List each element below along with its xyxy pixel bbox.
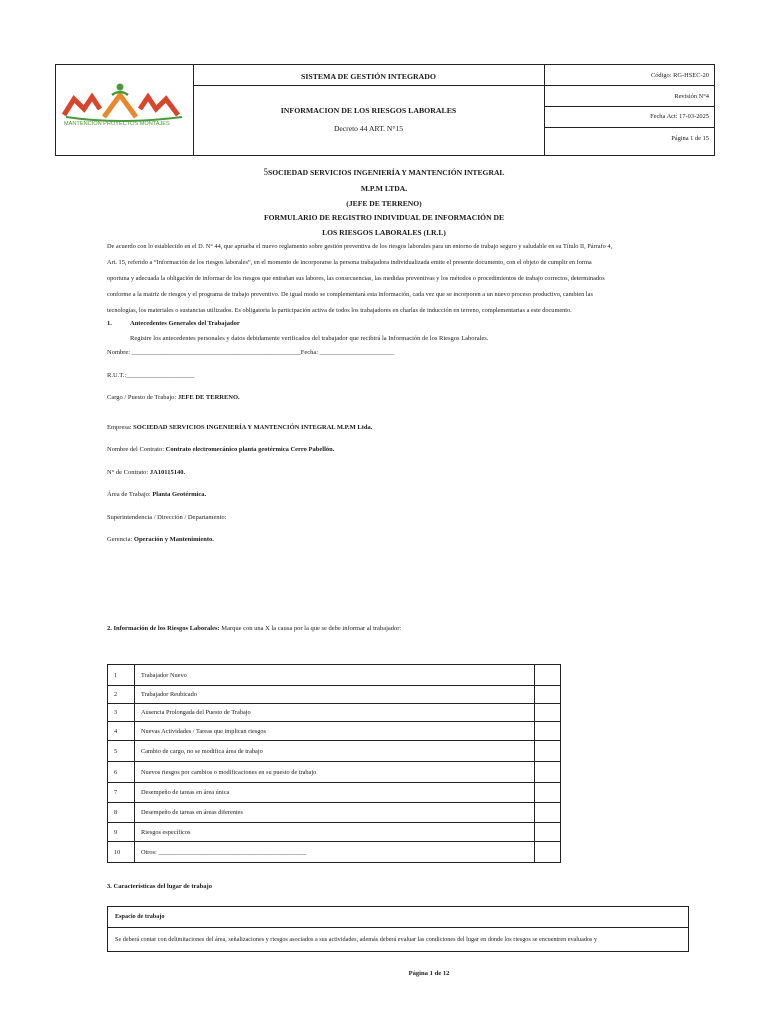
nombre-fecha-field[interactable]: Nombre: ____________________________________________________Fecha: _______________________ — [107, 349, 395, 356]
row-checkbox-cell[interactable] — [535, 762, 561, 783]
row-cause-text: Ausencia Prolongada del Puesto de Trabajo — [135, 704, 535, 722]
intro-paragraph: De acuerdo con lo establecido en el D. N° 44, que aprueba el nuevo reglamento sobre gestión preventiva de los riesgos laborales para un entorno de trabajo seguro y saludable en su Título II, Párrafo 4, Art. 15, referido a “Información de los riesgos laborales”, en el momento de incorporarse la persona trabajadora individualizada emite el presente documento, con el objeto de cumplir en forma oportuna y adecuada la obligación de informar de los riesgos que entrañan sus labores, las consecuencias, las medidas preventivas y los métodos o procedimientos de trabajo correctos, determinados conforme a la matriz de riesgos y el programa de trabajo preventivo. De igual modo se complementará esta información, cada vez que se incorporen a un nuevo proceso productivo, cambien las tecnologías, los materiales o sustancias utilizados. Es obligatoria la participación activa de todos los trabajadores en charlas de inducción en terreno, complementarias a este documento. — [107, 243, 613, 314]
update-date: Fecha Act: 17-03-2025 — [650, 113, 709, 120]
form-title-line-1: FORMULARIO DE REGISTRO INDIVIDUAL DE INFORMACIÓN DE — [263, 213, 505, 222]
workspace-text: Se deberá contar con delimitaciones del área, señalizaciones y riesgos asociados a sus actividades, además deberá evaluar las condiciones del lugar en donde los riesgos se encuentren evaluados y — [115, 936, 598, 943]
workspace-title: Espacio de trabajo — [108, 907, 688, 928]
revision-number: Revisión N°4 — [674, 93, 709, 100]
row-checkbox-cell[interactable] — [535, 783, 561, 803]
row-cause-text: Nuevas Actividades / Tareas que implican riesgos — [135, 722, 535, 741]
row-checkbox-cell[interactable] — [535, 823, 561, 842]
row-cause-text: Cambio de cargo, no se modifica área de trabajo — [135, 741, 535, 762]
table-row — [108, 762, 561, 783]
area-field: Área de Trabajo: Planta Geotérmica. — [107, 491, 207, 498]
system-title: SISTEMA DE GESTIÓN INTEGRADO — [301, 72, 436, 81]
gerencia-field: Gerencia: Operación y Mantenimiento. — [107, 536, 214, 543]
numero-contrato-field: N° de Contrato: JA10115140. — [107, 469, 186, 476]
row-number: 9 — [108, 823, 135, 842]
row-cause-text: Riesgos específicos — [135, 823, 535, 842]
company-name-line: 5SOCIEDAD SERVICIOS INGENIERÍA Y MANTENCIÓN INTEGRAL — [263, 167, 505, 177]
row-number: 8 — [108, 803, 135, 823]
logo-tagline: MANTENCION PROYECTOS MONTAJES — [64, 121, 170, 127]
row-checkbox-cell[interactable] — [535, 741, 561, 762]
row-number: 6 — [108, 762, 135, 783]
row-cause-text: Trabajador Nuevo — [135, 665, 535, 686]
superintendencia-field: Superintendencia / Dirección / Departamento: — [107, 514, 227, 521]
form-title-line-2: LOS RIESGOS LABORALES (I.R.L) — [322, 228, 446, 237]
row-checkbox-cell[interactable] — [535, 803, 561, 823]
row-number: 3 — [108, 704, 135, 722]
company-suffix: M.P.M LTDA. — [360, 184, 408, 193]
empresa-field: Empresa: SOCIEDAD SERVICIOS INGENIERÍA Y MANTENCIÓN INTEGRAL M.P.M Ltda. — [107, 424, 373, 431]
logo-cell — [56, 65, 194, 155]
row-number: 1 — [108, 665, 135, 686]
row-number: 10 — [108, 842, 135, 863]
company-prefix: 5 — [263, 167, 268, 177]
table-row — [108, 842, 561, 863]
rut-field[interactable]: R.U.T.:_____________________ — [107, 372, 195, 379]
table-row — [108, 741, 561, 762]
workspace-table — [107, 906, 689, 952]
header-page-number: Página 1 de 15 — [671, 135, 709, 142]
row-cause-text: Otros: _______________________________________________ — [135, 842, 535, 863]
row-checkbox-cell[interactable] — [535, 704, 561, 722]
row-checkbox-cell[interactable] — [535, 686, 561, 704]
row-cause-text: Desempeño de tareas en área única — [135, 783, 535, 803]
table-row — [108, 783, 561, 803]
footer-page-number: Página 1 de 12 — [408, 970, 450, 977]
risk-cause-table — [107, 664, 561, 863]
row-number: 5 — [108, 741, 135, 762]
table-row — [108, 665, 561, 686]
metadata-cell — [544, 65, 715, 155]
row-checkbox-cell[interactable] — [535, 665, 561, 686]
document-header — [55, 64, 715, 156]
section2-heading: 2. Información de los Riesgos Laborales: Marque con una X la causa por la que se debe informar al trabajador: — [107, 625, 402, 632]
document-code: Código: RG-HSEC-20 — [650, 72, 709, 79]
table-row — [108, 823, 561, 842]
table-row — [108, 722, 561, 741]
row-number: 4 — [108, 722, 135, 741]
section1-note: Registre los antecedentes personales y datos debidamente verificados del trabajador que recibirá la Información de los Riesgos Laborales. — [130, 335, 489, 342]
section3-heading: 3. Características del lugar de trabajo — [107, 883, 212, 890]
table-row — [108, 803, 561, 823]
company-logo — [56, 65, 193, 155]
row-checkbox-cell[interactable] — [535, 722, 561, 741]
row-cause-text: Trabajador Reubicado — [135, 686, 535, 704]
table-row — [108, 704, 561, 722]
row-number: 7 — [108, 783, 135, 803]
section1-number: 1. — [107, 320, 112, 327]
contrato-field: Nombre del Contrato: Contrato electromecánico planta geotérmica Cerro Pabellón. — [107, 446, 335, 453]
job-role-heading: (JEFE DE TERRENO) — [346, 199, 422, 208]
section1-title: Antecedentes Generales del Trabajador — [130, 320, 240, 327]
cargo-field: Cargo / Puesto de Trabajo: JEFE DE TERRENO. — [107, 394, 240, 401]
row-cause-text: Desempeño de tareas en áreas diferentes — [135, 803, 535, 823]
decree-reference: Decreto 44 ART. N°15 — [333, 124, 404, 133]
row-number: 2 — [108, 686, 135, 704]
row-cause-text: Nuevos riesgos por cambios o modificaciones en su puesto de trabajo — [135, 762, 535, 783]
row-checkbox-cell[interactable] — [535, 842, 561, 863]
document-title: INFORMACION DE LOS RIESGOS LABORALES — [280, 106, 457, 115]
table-row — [108, 686, 561, 704]
